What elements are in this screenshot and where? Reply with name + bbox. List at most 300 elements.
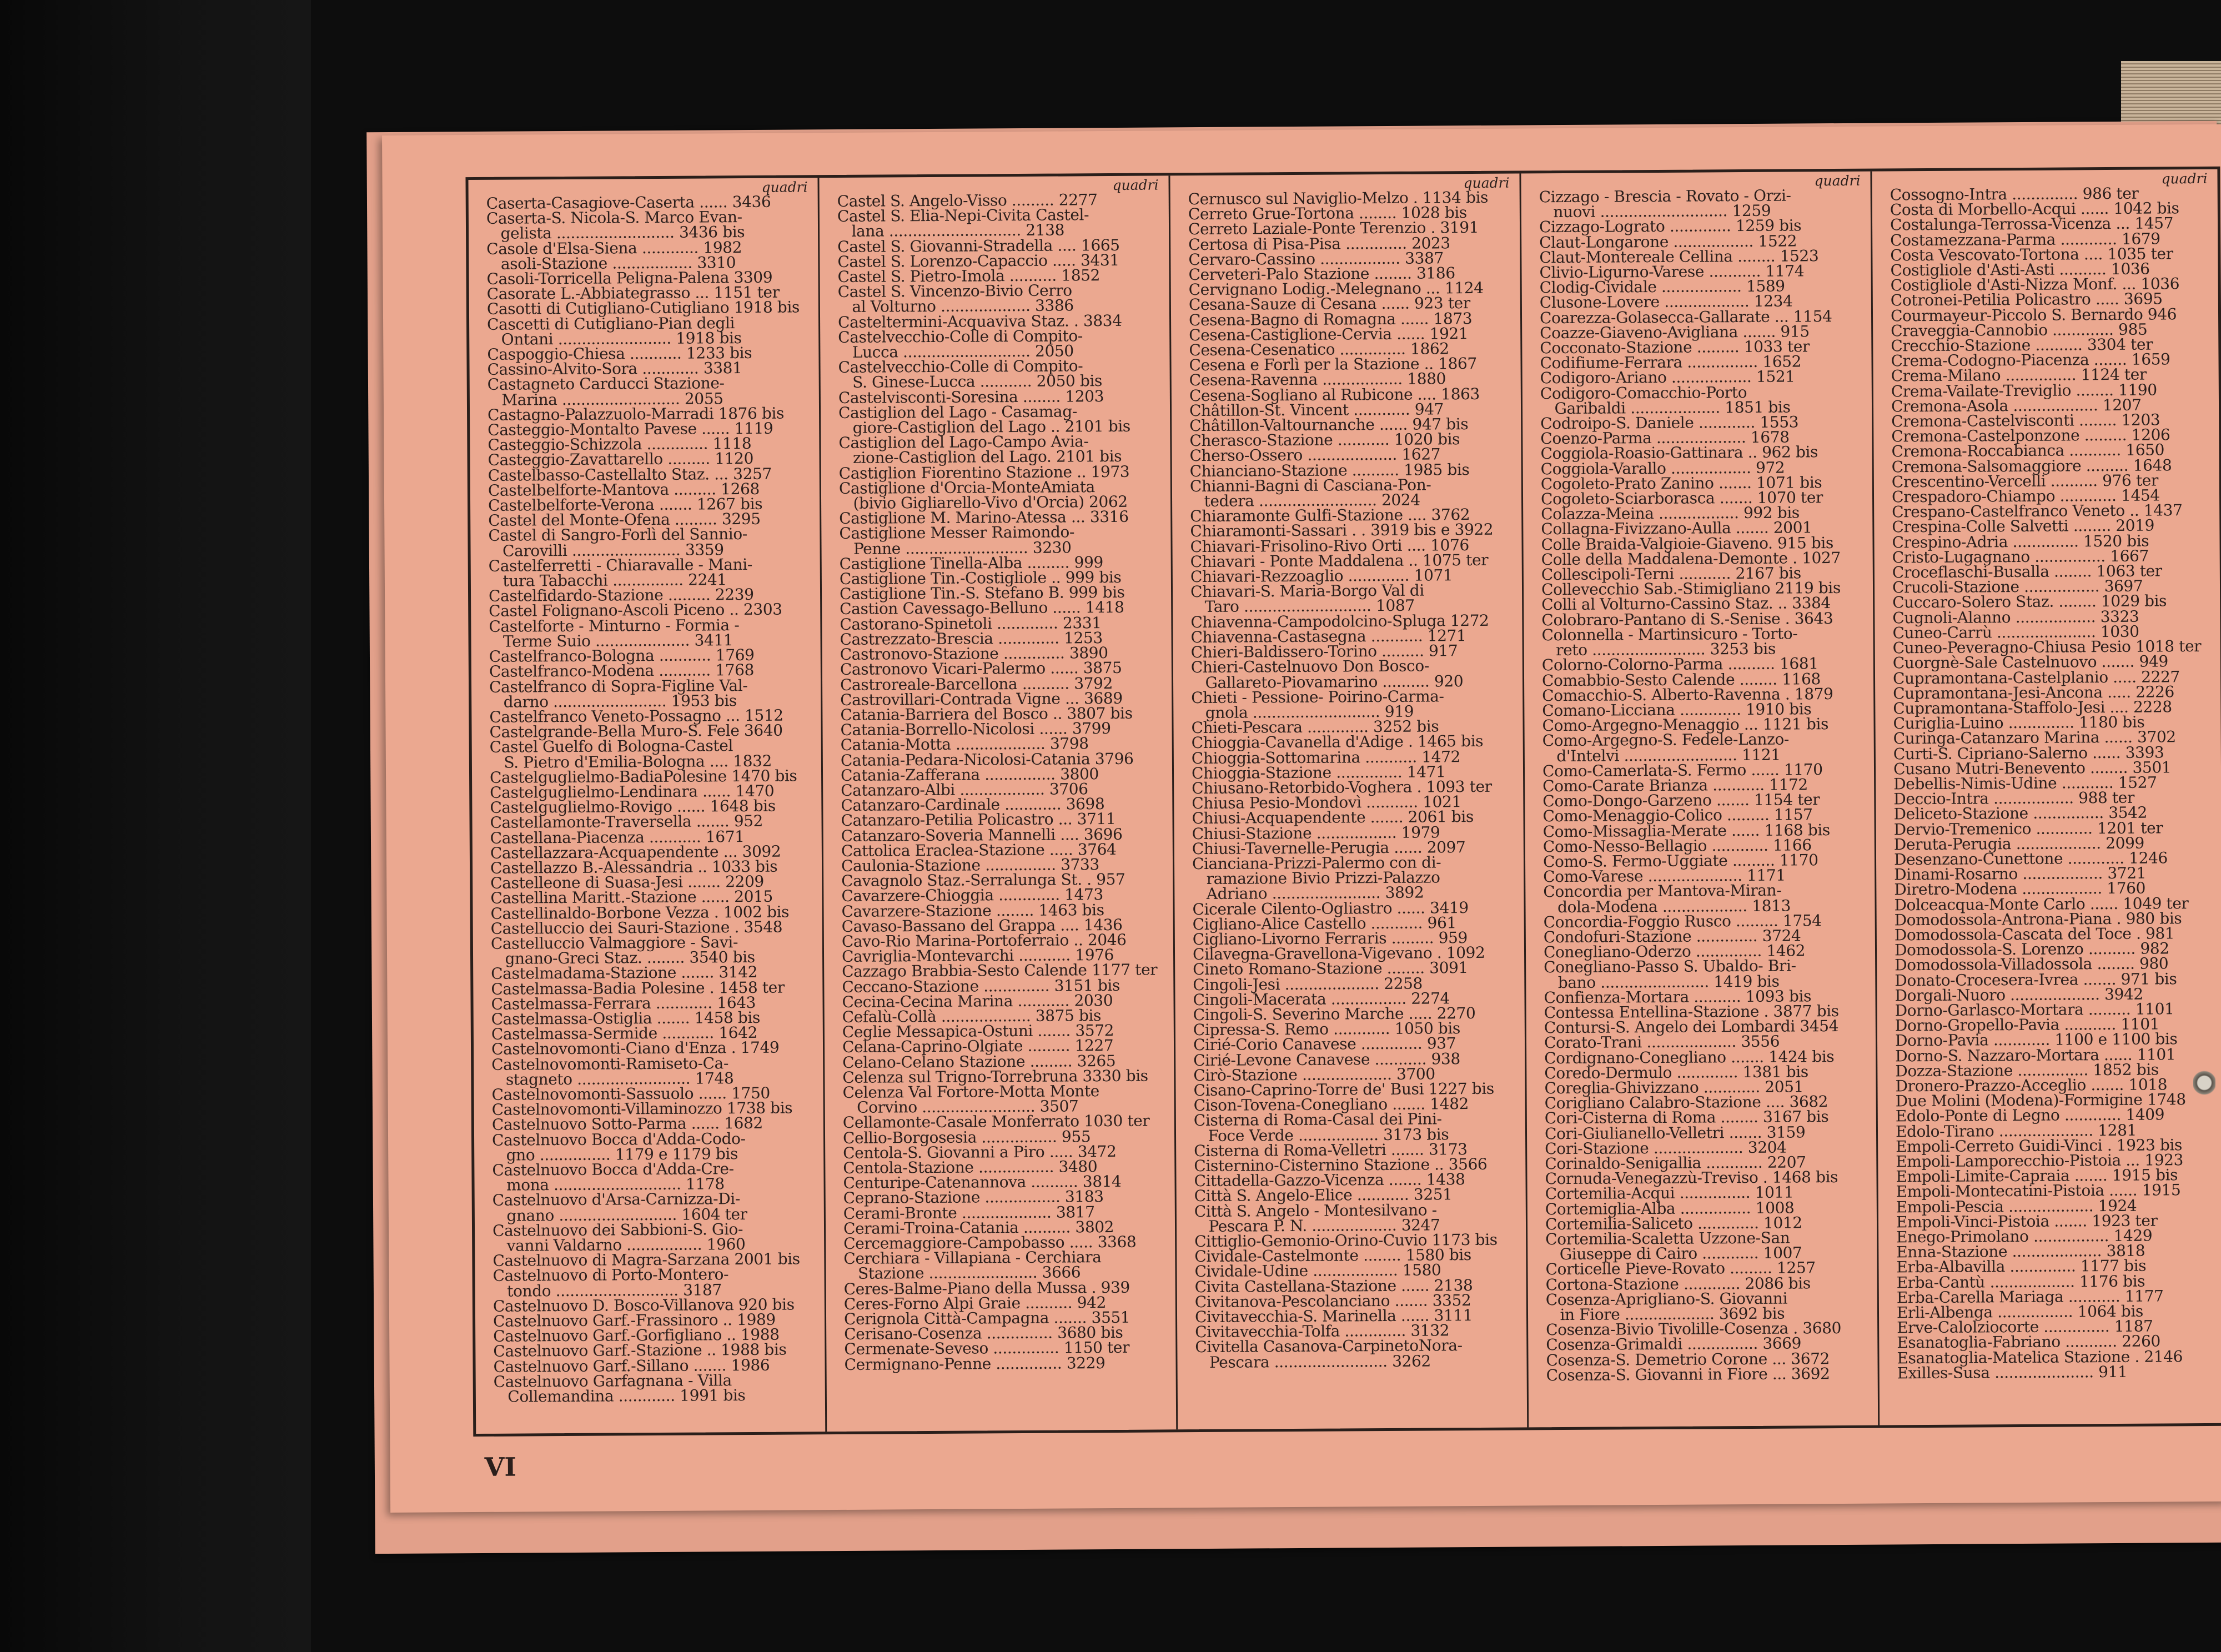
index-entry: Crucoli-Stazione ................ 3697 <box>1892 576 2143 597</box>
index-entry: Como-Carate Brianza ........... 1172 <box>1542 775 1808 796</box>
index-entry: dola-Modena .................. 1813 <box>1543 896 1791 916</box>
index-entry: Enna-Stazione ................... 3818 <box>1896 1241 2145 1262</box>
index-entry: Clodig-Cividale ................. 1589 <box>1539 277 1785 297</box>
index-entry: Castiglion del Lago-Campo Avia- <box>838 432 1089 453</box>
index-entry: Marina ......................... 2055 <box>487 389 723 409</box>
index-entry: Castiglione Tin.-S. Stefano B. 999 bis <box>839 583 1125 604</box>
index-entry: Castel di Sangro-Forlì del Sannio- <box>488 525 747 545</box>
index-entry: Empoli-Cerreto Guidi-Vinci . 1923 bis <box>1896 1136 2183 1156</box>
index-entry: Costa Vescovato-Tortona .... 1035 ter <box>1890 244 2173 265</box>
index-entry: Casteggio-Zavattarello ......... 1120 <box>488 449 754 470</box>
index-entry: Cherasco-Stazione ........... 1020 bis <box>1189 430 1460 450</box>
index-entry: Cesena-Cesenatico .............. 1862 <box>1189 339 1449 360</box>
index-entry: d'Intelvi ........................ 1121 <box>1542 745 1781 765</box>
index-column-2 <box>819 175 1178 1432</box>
column-entries <box>486 194 817 1404</box>
index-entry: Dorno-Gropello-Pavia ........... 1101 <box>1895 1015 2160 1035</box>
index-entry: Domodossola-Villadossola ........ 980 <box>1895 954 2169 975</box>
index-entry: Castelnuovo di Magra-Sarzana 2001 bis <box>493 1249 800 1271</box>
index-entry: Como-Nesso-Bellagio ............ 1166 <box>1542 836 1812 856</box>
index-entry: Cellamonte-Casale Monferrato 1030 ter <box>842 1111 1150 1132</box>
index-entry: Edolo-Ponte di Legno ............ 1409 <box>1895 1105 2165 1126</box>
index-entry: Castiglione M. Marino-Atessa ... 3316 <box>839 508 1129 528</box>
index-entry: Castelnuovo Bocca d'Adda-Codo- <box>491 1129 746 1149</box>
index-entry: Costigliole d'Asti-Nizza Monf. ... 1036 <box>1890 274 2180 295</box>
index-entry: Cianciana-Prizzi-Palermo con di- <box>1192 853 1441 873</box>
index-entry: Castelmassa-Sermide ........... 1642 <box>491 1023 758 1043</box>
index-entry: Centola-S. Giovanni a Piro ..... 3472 <box>843 1142 1117 1162</box>
index-entry: Cavagnolo Staz.-Serralunga St. . 957 <box>841 870 1125 891</box>
index-entry: Como-Varese .................... 1171 <box>1543 866 1786 886</box>
index-entry: Como-S. Fermo-Uggiate ......... 1170 <box>1542 851 1818 871</box>
index-entry: Cesena-Castiglione-Cervia ...... 1921 <box>1189 324 1469 344</box>
index-entry: Castelnuovo Garf.-Frassinoro .. 1989 <box>493 1310 776 1330</box>
index-entry: Castelfidardo-Stazione ......... 2239 <box>488 585 754 606</box>
index-entry: Cervaro-Cassino ................. 3387 <box>1188 249 1444 269</box>
index-entry: Castellana-Piacenza ........... 1671 <box>490 827 745 847</box>
index-entry: nuovi ........................... 1259 <box>1539 201 1771 222</box>
column-entries <box>1539 188 1870 1383</box>
index-entry: Centuripe-Catenannova .......... 3814 <box>843 1172 1122 1193</box>
index-entry: Colli al Volturno-Cassino Staz. .. 3384 <box>1541 594 1831 614</box>
index-entry: Empoli-Lamporecchio-Pistoia ... 1923 <box>1896 1151 2184 1171</box>
index-entry: Castelvecchio-Colle di Compito- <box>838 327 1083 347</box>
index-entry: Dinami-Rosarno ................. 3721 <box>1894 863 2147 884</box>
index-entry: Codroipo-S. Daniele ............ 1553 <box>1540 413 1799 433</box>
index-entry: Castelnovomonti-Villaminozzo 1738 bis <box>491 1098 793 1119</box>
index-entry: Cizzago-Lograto ............. 1259 bis <box>1539 216 1802 237</box>
index-entry: Chioggia-Cavanella d'Adige . 1465 bis <box>1191 732 1484 752</box>
index-entry: Chiusi-Tavernelle-Perugia ...... 2097 <box>1192 837 1466 858</box>
index-entry: Castellamonte-Traversella ....... 952 <box>490 812 763 832</box>
index-entry: Celana-Caprino-Olgiate ......... 1227 <box>842 1036 1114 1057</box>
index-entry: Erli-Albenga ................ 1064 bis <box>1896 1302 2144 1322</box>
index-entry: Castellina Maritt.-Stazione ...... 2015 <box>490 887 773 908</box>
index-entry: Contessa Entellina-Stazione . 3877 bis <box>1544 1001 1839 1022</box>
index-entry: Catania-Borrello-Nicolosi ...... 3799 <box>840 719 1111 740</box>
index-entry: gnola ........................... 919 <box>1191 702 1414 722</box>
index-entry: gelista ......................... 3436 bis <box>486 223 745 243</box>
index-entry: Cercemaggiore-Campobasso ..... 3368 <box>843 1232 1137 1253</box>
index-entry: Colle Braida-Valgioie-Giaveno. 915 bis <box>1541 533 1833 554</box>
index-entry: Castelvisconti-Soresina ........ 1203 <box>838 386 1104 407</box>
index-entry: Confienza-Mortara .......... 1093 bis <box>1544 987 1812 1007</box>
index-entry: Ceres-Balme-Piano della Mussa . 939 <box>843 1278 1130 1298</box>
index-entry: Chiusi-Acquapendente ....... 2061 bis <box>1192 807 1474 828</box>
column-header: quadri <box>2161 170 2208 187</box>
index-entry: Cosenza-S. Demetrio Corone ... 3672 <box>1546 1349 1830 1369</box>
index-entry: Castelnuovo Garf.-Stazione .. 1988 bis <box>493 1340 787 1361</box>
index-entry: Cervignano Lodig.-Melegnano ... 1124 <box>1188 279 1484 299</box>
index-entry: Clivio-Ligurno-Varese ........... 1174 <box>1539 262 1805 282</box>
index-entry: Cividale-Udine .................. 1580 <box>1194 1261 1441 1281</box>
index-entry: Casteggio-Montalto Pavese ...... 1119 <box>488 419 773 439</box>
index-entry: Ceccano-Stazione .............. 3151 bis <box>842 976 1120 996</box>
index-entry: Penne .......................... 3230 <box>839 538 1072 558</box>
index-entry: Cividale-Castelmonte ........ 1580 bis <box>1194 1246 1471 1266</box>
column-header: quadri <box>1463 174 1510 192</box>
index-entry: tura Tabacchi ............... 2241 <box>488 570 727 590</box>
index-entry: mona ........................... 1178 <box>492 1174 725 1195</box>
index-entry: Castelleone di Suasa-Jesi ....... 2209 <box>490 872 764 892</box>
index-entry: Clusone-Lovere .................. 1234 <box>1539 292 1793 312</box>
index-entry: Castelgrande-Bella Muro-S. Fele 3640 <box>489 721 783 741</box>
index-entry: Cortemilia-Scaletta Uzzone-San <box>1545 1228 1790 1249</box>
index-entry: Dervio-Tremenico ............ 1201 ter <box>1893 818 2163 838</box>
index-entry: Cosenza-Aprigliano-S. Giovanni <box>1545 1289 1788 1309</box>
index-entry: Coazze-Giaveno-Avigliana ....... 915 <box>1540 322 1810 343</box>
index-entry: Cortemilia-Saliceto ............. 1012 <box>1545 1213 1802 1234</box>
index-entry: Castorano-Spinetoli ............. 2331 <box>840 613 1102 634</box>
index-entry: Chiavari-S. Maria-Borgo Val di <box>1190 581 1424 601</box>
index-entry: Castelmadama-Stazione ....... 3142 <box>491 963 758 983</box>
index-entry: zione-Castiglion del Lago. 2101 bis <box>838 447 1122 468</box>
index-entry: Civitanova-Pescolanciano ....... 3352 <box>1194 1291 1471 1311</box>
index-entry: Chiavari-Frisolino-Rivo Orti .... 1076 <box>1190 535 1469 556</box>
index-entry: Cori-Cisterna di Roma ........ 3167 bis <box>1544 1107 1829 1128</box>
index-entry: Castelbelforte-Mantova ......... 1268 <box>488 479 760 500</box>
page-number: VI <box>484 1452 517 1482</box>
index-entry: Erba-Albavilla .............. 1177 bis <box>1896 1257 2147 1277</box>
index-entry: Cori-Stazione ................... 3204 <box>1545 1138 1787 1158</box>
index-entry: Certosa di Pisa-Pisa ............. 2023 <box>1188 233 1450 254</box>
index-entry: Cicerale Cilento-Ogliastro ...... 3419 <box>1192 898 1469 918</box>
index-entry: Condofuri-Stazione ............. 3724 <box>1543 926 1801 947</box>
index-entry: Cerisano-Cosenza .............. 3680 bis <box>844 1323 1123 1344</box>
index-entry: Castrezzato-Brescia ............. 1253 <box>840 628 1103 649</box>
index-entry: Gallareto-Piovamarino .......... 920 <box>1190 671 1464 692</box>
index-entry: Castelbasso-Castellalto Staz. ... 3257 <box>488 464 772 485</box>
index-entry: Catanzaro-Soveria Mannelli .... 3696 <box>841 825 1123 845</box>
index-entry: Castelmassa-Ostiglia ....... 1458 bis <box>491 1008 760 1028</box>
column-entries <box>837 192 1168 1372</box>
index-entry: Castelnuovo dei Sabbioni-S. Gio- <box>492 1219 743 1240</box>
index-entry: Claut-Longarone ................. 1522 <box>1539 232 1797 252</box>
index-entry: Cisterna di Roma-Velletri ....... 3173 <box>1194 1139 1468 1160</box>
index-entry: Castelnuovo di Porto-Montero- <box>493 1265 729 1286</box>
index-entry: Cirò-Stazione ................... 3700 <box>1193 1064 1435 1084</box>
index-entry: Chiusano-Retorbido-Voghera . 1093 ter <box>1192 777 1492 798</box>
index-entry: Cazzago Brabbia-Sesto Calende 1177 ter <box>842 960 1158 981</box>
index-entry: Cisano-Caprino-Torre de' Busi 1227 bis <box>1193 1079 1494 1100</box>
index-entry: Crecchio-Stazione .......... 3304 ter <box>1891 335 2153 355</box>
index-entry: Chioggia-Stazione .............. 1471 <box>1191 762 1446 782</box>
index-entry: Catanzaro-Cardinale ............ 3698 <box>841 795 1105 815</box>
index-entry: Castiglion Fiorentino Stazione .. 1973 <box>838 462 1130 483</box>
index-entry: Cison-Tovena-Conegliano ....... 1482 <box>1193 1094 1469 1115</box>
index-entry: Chiavari-Rezzoaglio ............. 1071 <box>1190 566 1453 586</box>
index-entry: Codigoro-Comacchio-Porto <box>1540 383 1747 403</box>
index-entry: Deruta-Perugia .................. 2099 <box>1893 833 2145 854</box>
index-entry: Cirié-Corio Canavese ............. 937 <box>1193 1034 1456 1055</box>
index-entry: Cremona-Salsomaggiore ......... 1648 <box>1891 455 2172 476</box>
index-entry: Cuccaro-Solero Staz. ........ 1029 bis <box>1892 591 2167 612</box>
index-entry: Castellazzara-Acquapendente ... 3092 <box>490 842 781 862</box>
index-entry: Cerignola Città-Campagna ....... 3551 <box>843 1308 1130 1328</box>
index-entry: Esanatoglia-Fabriano ........... 2260 <box>1897 1332 2160 1352</box>
index-entry: Crespina-Colle Salvetti ........ 2019 <box>1892 516 2155 536</box>
index-entry: Crescentino-Vercelli .......... 976 ter <box>1891 471 2158 491</box>
index-entry: Curinga-Catanzaro Marina ...... 3702 <box>1893 727 2176 748</box>
index-entry: Castagno-Palazzuolo-Marradi 1876 bis <box>487 404 785 424</box>
index-entry: in Fiore ................... 3692 bis <box>1545 1304 1785 1324</box>
index-entry: Chieri-Castelnuovo Don Bosco- <box>1190 656 1429 677</box>
index-entry: Deccio-Intra ................. 988 ter <box>1893 788 2134 809</box>
index-entry: Castelnuovo Garf.-Sillano ....... 1986 <box>493 1355 770 1376</box>
index-entry: Castelvecchio-Colle di Compito- <box>838 356 1083 377</box>
index-entry: Castroreale-Barcellona .......... 3792 <box>840 674 1113 694</box>
index-entry: Dozza-Stazione ............... 1852 bis <box>1895 1060 2159 1081</box>
index-entry: Castel S. Elia-Nepi-Civita Castel- <box>837 205 1089 226</box>
index-entry: Cesena e Forlì per la Stazione .. 1867 <box>1189 354 1477 375</box>
index-table-frame <box>465 167 2221 1437</box>
index-entry: Dorno-Pavia ............ 1100 e 1100 bis <box>1895 1030 2178 1050</box>
index-entry: Cocconato-Stazione ......... 1033 ter <box>1540 337 1810 358</box>
index-entry: Casotti di Cutigliano-Cutigliano 1918 bis <box>486 298 800 319</box>
book-page <box>382 124 2221 1513</box>
index-entry: Erba-Carella Mariaga ........... 1177 <box>1896 1287 2164 1307</box>
index-entry: Courmayeur-Piccolo S. Bernardo 946 <box>1890 304 2177 325</box>
index-entry: Conegliano-Oderzo .............. 1462 <box>1543 941 1806 962</box>
index-entry: Cittadella-Gazzo-Vicenza ....... 1438 <box>1194 1170 1465 1191</box>
index-entry: Centola-Stazione ................ 3480 <box>843 1157 1098 1177</box>
index-entry: Due Molini (Modena)-Formigine 1748 <box>1895 1090 2186 1111</box>
index-entry: Celenza sul Trigno-Torrebruna 3330 bis <box>842 1066 1148 1087</box>
index-entry: Empoli-Limite-Capraia ....... 1915 bis <box>1896 1166 2178 1186</box>
index-entry: Cosenza-Bivio Tivolille-Cosenza . 3680 <box>1546 1319 1842 1339</box>
index-entry: Como-Missaglia-Merate ...... 1168 bis <box>1542 820 1830 841</box>
index-entry: Como-Argegno-Menaggio ... 1121 bis <box>1542 715 1829 735</box>
index-entry: reto ........................ 3253 bis <box>1541 639 1776 660</box>
index-entry: vanni Valdarno ................ 1960 <box>493 1235 746 1255</box>
index-entry: Cosenza-Grimaldi ............... 3669 <box>1546 1334 1802 1354</box>
index-entry: Costigliole d'Asti-Asti .......... 1036 <box>1890 259 2150 280</box>
index-entry: Conegliano-Passo S. Ubaldo- Bri- <box>1544 956 1796 977</box>
index-entry: Castel Folignano-Ascoli Piceno .. 2303 <box>489 600 782 621</box>
index-entry: Cornuda-Venegazzù-Treviso . 1468 bis <box>1545 1168 1838 1188</box>
index-entry: Coggiola-Varallo ................. 972 <box>1540 458 1785 478</box>
index-entry: Cremona-Castelponzone ......... 1206 <box>1891 425 2170 446</box>
index-entry: Concordia-Foggio Rusco ......... 1754 <box>1543 911 1822 931</box>
index-entry: Cerami-Troina-Catania .......... 3802 <box>843 1217 1114 1238</box>
index-entry: Costalunga-Terrossa-Vicenza ... 1457 <box>1890 214 2174 234</box>
index-entry: Cesena-Ravenna ................. 1880 <box>1189 369 1446 390</box>
index-entry: Cusano Mutri-Benevento ........ 3501 <box>1893 758 2172 779</box>
index-entry: Diretro-Modena ................. 1760 <box>1894 878 2146 899</box>
index-entry: Cascetti di Cutigliano-Pian degli <box>486 313 735 334</box>
index-entry: Como-Menaggio-Colico ......... 1157 <box>1542 805 1813 826</box>
index-entry: Castellazzo B.-Alessandria .. 1033 bis <box>490 857 778 877</box>
index-entry: Cerchiara - Villapiana - Cerchiara <box>843 1248 1102 1268</box>
index-entry: Debellis-Nimis-Udine ........... 1527 <box>1893 773 2157 794</box>
index-entry: Domodossola-Antrona-Piana . 980 bis <box>1894 908 2182 930</box>
index-entry: Cupramontana-Jesi-Ancona ..... 2226 <box>1893 682 2174 703</box>
index-entry: Colazza-Meina ................. 992 bis <box>1541 503 1800 524</box>
index-entry: Cittiglio-Gemonio-Orino-Cuvio 1173 bis <box>1194 1230 1498 1251</box>
index-entry: Crema-Codogno-Piacenza ....... 1659 <box>1891 350 2170 370</box>
index-entry: Castronovo Vicari-Palermo ...... 3875 <box>840 659 1122 679</box>
index-entry: Castelluccio dei Sauri-Stazione . 3548 <box>490 917 783 938</box>
column-header: quadri <box>1112 177 1159 193</box>
index-entry: gno ............... 1179 e 1179 bis <box>492 1144 738 1164</box>
index-entry: Codifiume-Ferrara ............... 1652 <box>1540 352 1802 373</box>
index-entry: Cellio-Borgosesia ................ 955 <box>842 1127 1091 1147</box>
index-entry: Cogoleto-Prato Zanino ....... 1071 bis <box>1540 473 1822 494</box>
index-entry: Coredo-Dermulo ............. 1381 bis <box>1544 1062 1808 1083</box>
index-entry: Cerami-Bronte ................... 3817 <box>843 1202 1095 1223</box>
index-entry: Casoli-Torricella Peligna-Palena 3309 <box>486 268 773 288</box>
index-entry: Cilavegna-Gravellona-Vigevano . 1092 <box>1192 943 1485 964</box>
index-entry: Coggiola-Roasio-Gattinara .. 962 bis <box>1540 443 1818 463</box>
index-entry: Deliceto-Stazione ............... 3542 <box>1893 803 2148 824</box>
index-entry: Castelnovomonti-Sassuolo ...... 1750 <box>491 1083 770 1104</box>
index-entry: Chieti-Pescara ............. 3252 bis <box>1191 717 1439 737</box>
index-entry: darno ........................ 1953 bis <box>489 691 737 711</box>
index-entry: Cizzago - Brescia - Rovato - Orzi- <box>1539 186 1791 207</box>
index-entry: Cotronei-Petilia Policastro ..... 3695 <box>1890 289 2163 310</box>
index-entry: Collescipoli-Terni ........... 2167 bis <box>1541 564 1801 584</box>
index-entry: Croceflaschi-Busalla ........ 1063 ter <box>1892 561 2162 582</box>
index-entry: Casteltermini-Acquaviva Staz. . 3834 <box>837 311 1122 332</box>
index-entry: Codigoro-Ariano ................. 1521 <box>1540 367 1795 388</box>
index-entry: Cosenza-S. Giovanni in Fiore ... 3692 <box>1546 1364 1830 1385</box>
index-entry: Cerreto Laziale-Ponte Terenzio . 3191 <box>1188 218 1479 239</box>
index-entry: Cassino-Alvito-Sora ............ 3381 <box>487 359 742 379</box>
index-entry: Cigliano-Alice Castello ........... 961 <box>1192 913 1456 933</box>
index-entry: Cori-Giulianello-Velletri ....... 3159 <box>1544 1122 1806 1143</box>
index-entry: Cavriglia-Montevarchi ........... 1976 <box>841 946 1114 966</box>
index-entry: Cirié-Levone Canavese ........... 938 <box>1193 1049 1460 1069</box>
index-entry: Coreglia-Ghivizzano ............ 2051 <box>1544 1077 1804 1098</box>
index-entry: Ontani ........................ 1918 bis <box>487 328 742 349</box>
index-entry: Castiglione Messer Raimondo- <box>839 523 1075 543</box>
index-entry: Castel S. Lorenzo-Capaccio ..... 3431 <box>837 250 1119 271</box>
index-entry: Cingoli-Jesi .................... 2258 <box>1193 974 1423 994</box>
index-entry: Cerreto Grue-Tortona ........ 1028 bis <box>1188 203 1467 224</box>
index-entry: Chiaramonte Gulfi-Stazione .... 3762 <box>1190 505 1470 526</box>
index-entry: Cineto Romano-Stazione ........ 3091 <box>1193 958 1468 979</box>
index-entry: Costamezzana-Parma ............ 1679 <box>1890 229 2160 250</box>
index-entry: S. Pietro d'Emilia-Bologna .... 1832 <box>489 751 772 772</box>
index-entry: Castel del Monte-Ofena ......... 3295 <box>488 510 761 530</box>
column-entries <box>1188 190 1519 1370</box>
index-entry: Cigliano-Livorno Ferraris ......... 959 <box>1192 928 1468 949</box>
dark-background <box>0 0 311 1652</box>
index-entry: Edolo-Tirano .................... 1281 <box>1895 1121 2137 1141</box>
column-header: quadri <box>1814 172 1861 189</box>
index-entry: Casole d'Elsa-Siena ............ 1982 <box>486 238 742 258</box>
index-entry: Cavarzere-Stazione ........ 1463 bis <box>841 900 1104 921</box>
index-entry: Cermenate-Seveso .............. 1150 ter <box>844 1338 1130 1359</box>
index-entry: Castelnovomonti-Ramiseto-Ca- <box>491 1053 729 1074</box>
index-entry: bano ....................... 1419 bis <box>1544 972 1780 992</box>
index-entry: Cavo-Rio Marina-Portoferraio .. 2046 <box>841 930 1127 951</box>
index-entry: Chieri-Baldissero-Torino ......... 917 <box>1190 641 1458 662</box>
index-entry: Castiglione Tin.-Costigliole .. 999 bis <box>839 568 1122 589</box>
index-entry: stagneto ........................ 1748 <box>491 1068 734 1089</box>
index-entry: Carovilli ....................... 3359 <box>488 540 724 560</box>
index-entry: Cecina-Cecina Marina ........... 2030 <box>842 991 1113 1011</box>
index-entry: Como-Argegno-S. Fedele-Lanzo- <box>1542 730 1790 750</box>
index-entry: Castelmassa-Ferrara ............ 1643 <box>491 993 756 1013</box>
index-entry: Caserta-Casagiove-Caserta ...... 3436 <box>486 192 771 213</box>
index-entry: Celenza Val Fortore-Motta Monte <box>842 1082 1100 1102</box>
column-entries <box>1890 185 2217 1381</box>
index-entry: Cremona-Castelvisconti ........ 1203 <box>1891 410 2160 431</box>
index-entry: Lucca ........................... 2050 <box>838 342 1074 362</box>
index-entry: Castelguglielmo-Lendinara ...... 1470 <box>490 781 775 802</box>
index-entry: Castelnuovo Garfagnana - Villa <box>493 1371 732 1391</box>
index-entry: Castelnuovo D. Bosco-Villanova 920 bis <box>493 1295 795 1315</box>
index-entry: tedera ......................... 2024 <box>1189 490 1420 511</box>
index-entry: Città S. Angelo-Elice ........... 3251 <box>1194 1185 1453 1206</box>
index-entry: Cernusco sul Naviglio-Melzo . 1134 bis <box>1188 188 1489 209</box>
index-entry: Celano-Celano Stazione ......... 3265 <box>842 1051 1116 1072</box>
index-entry: Châtillon-Valtournanche ...... 947 bis <box>1189 415 1469 435</box>
index-entry: Crespino-Adria .............. 1520 bis <box>1892 531 2149 552</box>
index-entry: Castelnuovo Bocca d'Adda-Cre- <box>492 1159 734 1179</box>
index-entry: Castelferretti - Chiaravalle - Mani- <box>488 555 752 575</box>
index-entry: Giuseppe di Cairo ............ 1007 <box>1545 1243 1802 1264</box>
index-entry: Civitavecchia-Tolfa ............. 3132 <box>1195 1321 1450 1342</box>
binder-clip <box>2193 1061 2215 1105</box>
index-entry: Civitavecchia-S. Marinella ...... 3111 <box>1194 1306 1473 1327</box>
index-entry: Caserta-S. Nicola-S. Marco Evan- <box>486 208 742 228</box>
index-entry: Dronero-Prazzo-Acceglio ....... 1018 <box>1895 1075 2168 1096</box>
index-entry: Catania-Barriera del Bosco .. 3807 bis <box>840 704 1133 724</box>
index-entry: Chianni-Bagni di Casciana-Pon- <box>1189 475 1431 495</box>
index-entry: Cortemilia-Acqui ............... 1011 <box>1545 1183 1794 1203</box>
index-entry: Contursi-S. Angelo dei Lombardi 3454 <box>1544 1017 1839 1037</box>
index-entry: ramazione Bivio Prizzi-Palazzo <box>1192 868 1440 888</box>
index-entry: Châtillon-St. Vincent ............ 947 <box>1189 400 1444 420</box>
index-entry: Empoli-Vinci-Pistoia ....... 1923 ter <box>1896 1211 2158 1232</box>
index-entry: Chiusa Pesio-Mondovì ........... 1021 <box>1192 792 1461 813</box>
index-entry: Dorgali-Nuoro ................... 3942 <box>1895 985 2143 1005</box>
index-entry: Collemandina ............ 1991 bis <box>493 1386 746 1406</box>
index-entry: Crespano-Castelfranco Veneto .. 1437 <box>1892 501 2183 521</box>
index-entry: Corticelle Pieve-Rovato ......... 1257 <box>1545 1258 1816 1279</box>
index-entry: Garibaldi ................... 1851 bis <box>1540 398 1791 418</box>
index-entry: Terme Suio .................... 3411 <box>489 631 733 651</box>
index-entry: Castel S. Giovanni-Stradella .... 1665 <box>837 235 1120 256</box>
index-entry: Castiglion del Lago - Casamag- <box>838 402 1077 422</box>
index-entry: Castelforte - Minturno - Formia - <box>489 615 740 636</box>
index-entry: Empoli-Pescia .................. 1924 <box>1896 1196 2137 1216</box>
index-entry: Cremona-Roccabianca ........... 1650 <box>1891 440 2165 461</box>
index-entry: Pescara P. N. .................. 3247 <box>1194 1216 1440 1236</box>
index-entry: Cogoleto-Sciarborasca ....... 1070 ter <box>1540 488 1823 509</box>
index-entry: Castel S. Pietro-Imola .......... 1852 <box>837 266 1101 287</box>
index-entry: Enego-Primolano ................ 1429 <box>1896 1226 2153 1247</box>
index-entry: Cordignano-Conegliano ....... 1424 bis <box>1544 1047 1835 1067</box>
index-entry: Cingoli-Macerata ................ 2274 <box>1193 989 1450 1009</box>
index-entry: Cisternino-Cisternino Stazione .. 3566 <box>1194 1154 1488 1176</box>
index-entry: Curiglia-Luino .............. 1180 bis <box>1893 712 2145 733</box>
index-entry: Stazione ....................... 3666 <box>843 1263 1081 1283</box>
index-entry: Chiavenna-Castasegna ........... 1271 <box>1190 626 1466 647</box>
index-entry: Castelnovomonti-Ciano d'Enza . 1749 <box>491 1038 780 1059</box>
index-entry: Caulonia-Stazione ............... 3733 <box>841 855 1099 875</box>
index-column-3 <box>1170 173 1529 1429</box>
index-entry: Castelluccio Valmaggiore - Savi- <box>490 933 738 953</box>
index-entry: Civitella Casanova-CarpinetoNora- <box>1195 1336 1463 1357</box>
index-entry: Como-Camerlata-S. Fermo ...... 1170 <box>1542 760 1823 780</box>
index-entry: Cherso-Ossero ................... 1627 <box>1189 445 1441 465</box>
index-entry: Castelguglielmo-BadiaPolesine 1470 bis <box>489 766 797 787</box>
index-entry: Corvino ........................ 3507 <box>842 1097 1079 1117</box>
index-entry: al Volturno ................... 3386 <box>837 296 1074 317</box>
